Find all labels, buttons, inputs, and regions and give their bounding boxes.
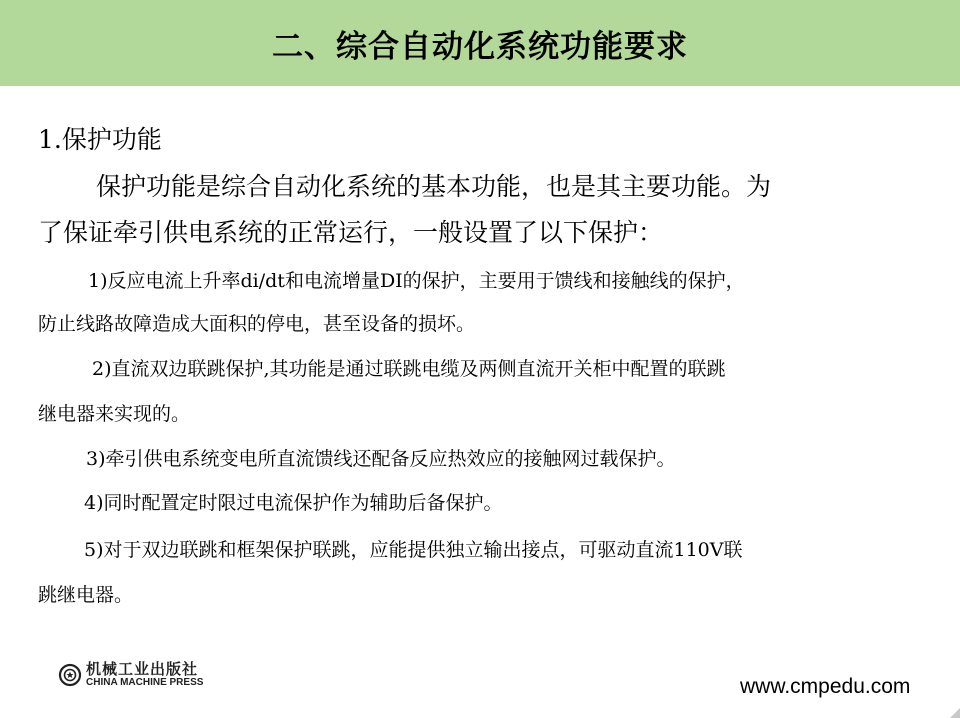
publisher-logo: [58, 662, 203, 688]
protection-item-4: 4)同时配置定时限过电流保护作为辅助后备保护。: [84, 492, 503, 514]
website-url: www.cmpedu.com: [740, 675, 911, 698]
publisher-name-en: CHINA MACHINE PRESS: [86, 676, 204, 688]
slide-title: 二、综合自动化系统功能要求: [272, 28, 688, 65]
section-heading: 1.保护功能: [38, 125, 162, 154]
corner-decoration: [950, 708, 960, 718]
protection-item-2-line-2: 继电器来实现的。: [38, 403, 191, 425]
publisher-logo-icon: [58, 663, 82, 687]
publisher-name-cn: 机械工业出版社: [86, 660, 199, 678]
protection-item-5-line-2: 跳继电器。: [38, 584, 134, 606]
protection-item-2-line-1: 2)直流双边联跳保护,其功能是通过联跳电缆及两侧直流开关柜中配置的联跳: [92, 358, 726, 380]
protection-item-3: 3)牵引供电系统变电所直流馈线还配备反应热效应的接触网过载保护。: [86, 448, 676, 470]
protection-item-1-line-2: 防止线路故障造成大面积的停电，甚至设备的损坏。: [38, 313, 476, 335]
title-bar: [0, 0, 960, 86]
intro-paragraph-line-2: 了保证牵引供电系统的正常运行，一般设置了以下保护：: [38, 218, 664, 247]
intro-paragraph-line-1: 保护功能是综合自动化系统的基本功能，也是其主要功能。为: [96, 172, 772, 201]
protection-item-1-line-1: 1)反应电流上升率di/dt和电流增量DI的保护，主要用于馈线和接触线的保护，: [88, 270, 745, 292]
protection-item-5-line-1: 5)对于双边联跳和框架保护联跳，应能提供独立输出接点，可驱动直流110V联: [84, 539, 743, 561]
